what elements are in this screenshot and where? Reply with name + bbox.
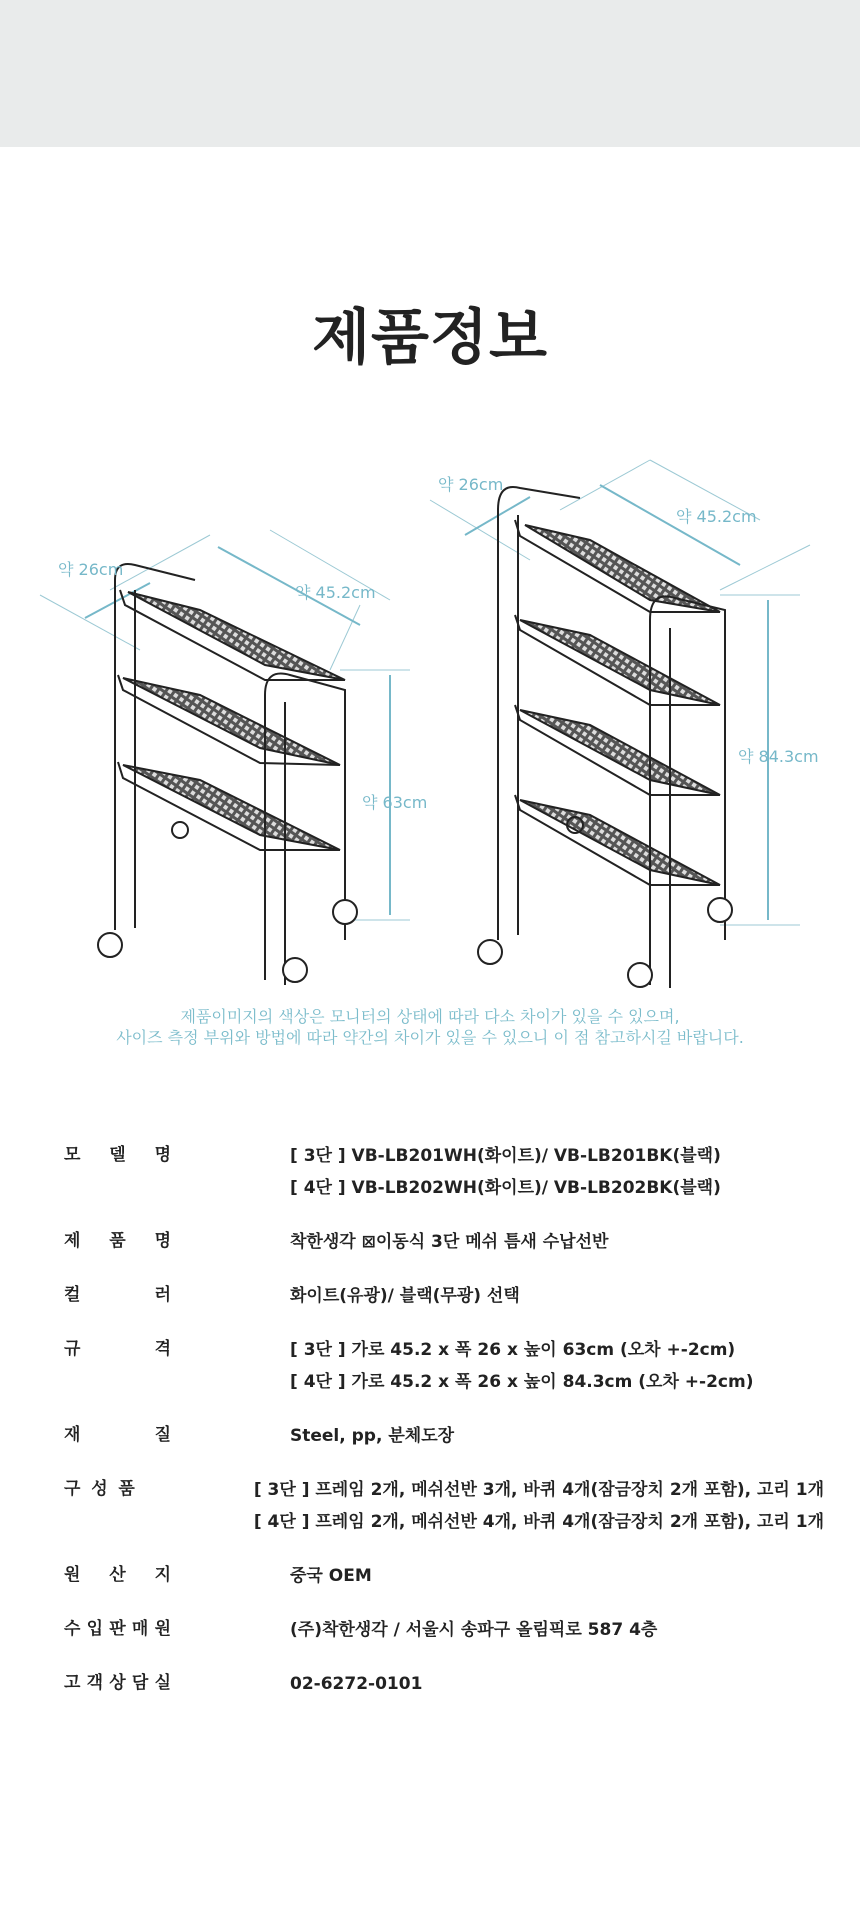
- spec-row: [64, 1280, 824, 1312]
- rack-4tier: [430, 460, 810, 988]
- disclaimer-line-1: 제품이미지의 색상은 모니터의 상태에 따라 다소 차이가 있을 수 있으며,: [180, 1007, 680, 1026]
- spec-value: [ 3단 ] VB-LB201WH(화이트)/ VB-LB201BK(블랙): [290, 1146, 721, 1166]
- spec-label-char: 객: [86, 1673, 104, 1693]
- disclaimer-note: [0, 1006, 860, 1048]
- spec-label-char: 담: [131, 1673, 149, 1693]
- spec-values: [290, 1420, 454, 1452]
- spec-row: [64, 1334, 824, 1398]
- spec-row: [64, 1140, 824, 1204]
- spec-values: [290, 1334, 754, 1398]
- dim-width-4tier: 약 45.2cm: [676, 507, 757, 526]
- spec-label: [64, 1140, 171, 1204]
- spec-value: (주)착한생각 / 서울시 송파구 올림픽로 587 4층: [290, 1620, 658, 1640]
- spec-value: 화이트(유광)/ 블랙(무광) 선택: [290, 1286, 520, 1306]
- spec-label: [64, 1226, 171, 1258]
- spec-row: [64, 1668, 824, 1700]
- spec-label-char: 원: [154, 1619, 171, 1639]
- spec-label-char: 입: [86, 1619, 104, 1639]
- spec-label-char: 품: [109, 1231, 126, 1251]
- spec-label-char: 지: [154, 1565, 171, 1585]
- spec-value: [ 4단 ] VB-LB202WH(화이트)/ VB-LB202BK(블랙): [290, 1178, 721, 1198]
- spec-label-char: 성: [91, 1479, 108, 1499]
- disclaimer-line-2: 사이즈 측정 부위와 방법에 따라 약간의 차이가 있을 수 있으니 이 점 참고하시길 바랍니다.: [116, 1028, 744, 1047]
- product-illustration: [0, 440, 860, 1000]
- spec-row: [64, 1420, 824, 1452]
- page-title: 제품정보: [312, 303, 548, 373]
- spec-label-char: 델: [109, 1145, 126, 1165]
- spec-row: [64, 1474, 824, 1538]
- spec-label-char: 상: [109, 1673, 126, 1693]
- dim-height-3tier: 약 63cm: [362, 793, 428, 812]
- spec-label-char: 규: [64, 1339, 81, 1359]
- spec-label-char: 고: [64, 1673, 81, 1693]
- spec-value: [ 4단 ] 가로 45.2 x 폭 26 x 높이 84.3cm (오차 +-2cm): [290, 1372, 754, 1392]
- spec-label-char: 판: [109, 1619, 126, 1639]
- spec-label-char: 명: [154, 1231, 171, 1251]
- spec-value: 중국 OEM: [290, 1566, 372, 1586]
- spec-label: [64, 1334, 171, 1398]
- spec-label: [64, 1614, 171, 1646]
- spec-label-char: 재: [64, 1425, 81, 1445]
- spec-values: [290, 1226, 608, 1258]
- spec-values: [290, 1560, 372, 1592]
- spec-label-char: 매: [131, 1619, 149, 1639]
- spec-label-char: 구: [64, 1479, 81, 1499]
- spec-value: 02-6272-0101: [290, 1674, 423, 1694]
- spec-label-char: 실: [154, 1673, 171, 1693]
- dim-height-4tier: 약 84.3cm: [738, 747, 819, 766]
- spec-values: [254, 1474, 824, 1538]
- spec-value: [ 3단 ] 가로 45.2 x 폭 26 x 높이 63cm (오차 +-2cm): [290, 1340, 736, 1360]
- spec-label-char: 품: [118, 1479, 135, 1499]
- spec-values: [290, 1140, 721, 1204]
- spec-values: [290, 1280, 520, 1312]
- spec-label: [64, 1668, 171, 1700]
- spec-label-char: 명: [154, 1145, 171, 1165]
- dim-depth-4tier: 약 26cm: [438, 475, 504, 494]
- spec-label-char: 질: [154, 1425, 171, 1445]
- spec-value: [ 4단 ] 프레임 2개, 메쉬선반 4개, 바퀴 4개(잠금장치 2개 포함), 고리 1개: [253, 1512, 824, 1532]
- spec-row: [64, 1226, 824, 1258]
- spec-row: [64, 1614, 824, 1646]
- spec-value: [ 3단 ] 프레임 2개, 메쉬선반 3개, 바퀴 4개(잠금장치 2개 포함), 고리 1개: [253, 1480, 824, 1500]
- spec-label: [64, 1420, 171, 1452]
- spec-label-char: 제: [64, 1231, 81, 1251]
- top-banner: [0, 0, 860, 147]
- spec-label-char: 산: [109, 1565, 126, 1585]
- spec-label-char: 수: [64, 1619, 81, 1639]
- spec-table: [64, 1140, 824, 1722]
- spec-label: [64, 1474, 135, 1538]
- spec-row: [64, 1560, 824, 1592]
- spec-label: [64, 1280, 171, 1312]
- spec-values: [290, 1668, 422, 1700]
- spec-label-char: 격: [154, 1339, 171, 1359]
- dim-depth-3tier: 약 26cm: [58, 560, 124, 579]
- spec-value: 착한생각 ⊠이동식 3단 메쉬 틈새 수납선반: [290, 1232, 609, 1252]
- spec-label-char: 원: [64, 1565, 81, 1585]
- spec-label: [64, 1560, 171, 1592]
- spec-values: [290, 1614, 657, 1646]
- spec-label-char: 러: [154, 1285, 171, 1305]
- dim-width-3tier: 약 45.2cm: [295, 583, 376, 602]
- spec-label-char: 모: [64, 1145, 81, 1165]
- spec-value: Steel, pp, 분체도장: [290, 1426, 455, 1446]
- spec-label-char: 컬: [64, 1285, 81, 1305]
